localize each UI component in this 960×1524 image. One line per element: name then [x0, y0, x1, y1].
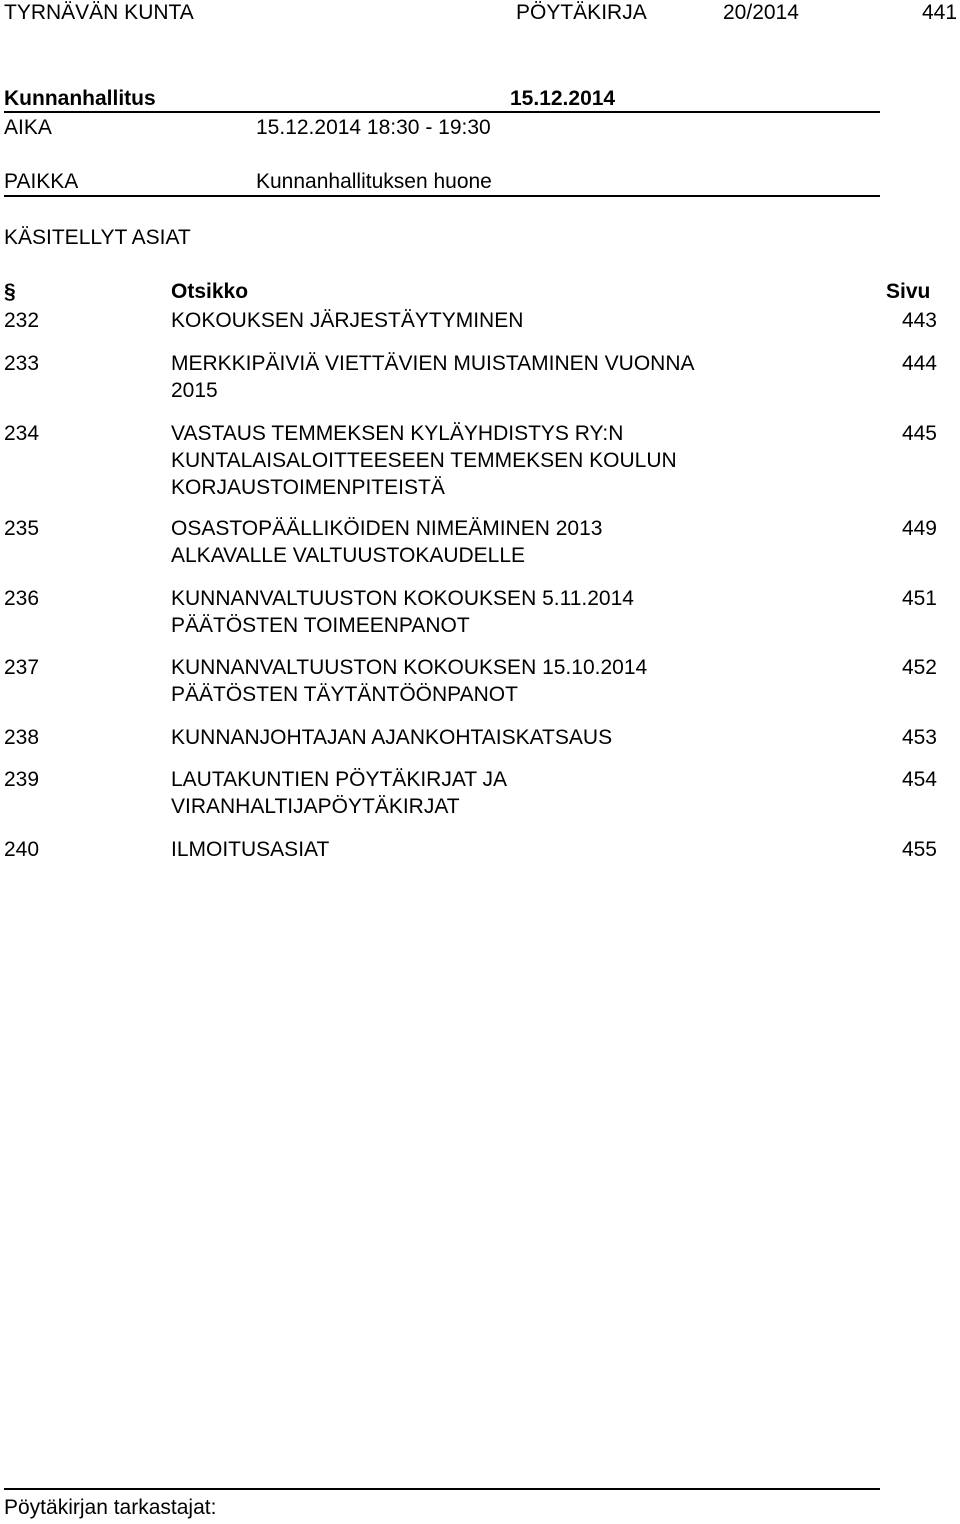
column-header-page: Sivu	[886, 280, 931, 303]
item-number: 238	[4, 726, 40, 749]
meeting-date: 15.12.2014	[510, 87, 616, 110]
item-title: OSASTOPÄÄLLIKÖIDEN NIMEÄMINEN 2013 ALKAVALLE VALTUUSTOKAUDELLE	[171, 517, 603, 567]
item-title: KUNNANJOHTAJAN AJANKOHTAISKATSAUS	[171, 726, 613, 749]
item-page: 449	[901, 517, 937, 540]
item-page: 453	[901, 726, 937, 749]
item-title: LAUTAKUNTIEN PÖYTÄKIRJAT JA VIRANHALTIJAPÖYTÄKIRJAT	[171, 768, 508, 818]
divider	[4, 1488, 880, 1490]
section-title: KÄSITELLYT ASIAT	[4, 226, 191, 249]
item-page: 445	[901, 422, 937, 445]
place-value: Kunnanhallituksen huone	[256, 170, 492, 193]
item-title: ILMOITUSASIAT	[171, 838, 330, 861]
column-header-title: Otsikko	[171, 280, 249, 303]
item-number: 239	[4, 768, 40, 791]
item-number: 236	[4, 587, 40, 610]
divider	[4, 195, 880, 197]
item-number: 237	[4, 656, 40, 679]
item-page: 454	[901, 768, 937, 791]
item-page: 455	[901, 838, 937, 861]
page-number: 441	[922, 1, 958, 24]
item-number: 234	[4, 422, 40, 445]
item-title: VASTAUS TEMMEKSEN KYLÄYHDISTYS RY:N KUNTALAISALOITTEESEEN TEMMEKSEN KOULUN KORJAUSTOIMENPITEISTÄ	[171, 422, 677, 499]
time-value: 15.12.2014 18:30 - 19:30	[256, 116, 491, 139]
item-title: KUNNANVALTUUSTON KOKOUKSEN 5.11.2014 PÄÄTÖSTEN TOIMEENPANOT	[171, 587, 634, 637]
item-page: 444	[901, 352, 937, 375]
item-number: 232	[4, 309, 40, 332]
section-symbol-icon: §	[4, 280, 16, 303]
municipality-name: TYRNÄVÄN KUNTA	[4, 1, 194, 24]
item-number: 235	[4, 517, 40, 540]
divider	[4, 111, 880, 113]
reviewers-label: Pöytäkirjan tarkastajat:	[4, 1496, 217, 1519]
item-page: 443	[901, 309, 937, 332]
item-page: 451	[901, 587, 937, 610]
item-number: 240	[4, 838, 40, 861]
organ-name: Kunnanhallitus	[4, 87, 156, 110]
document-type: PÖYTÄKIRJA	[516, 1, 647, 24]
time-label: AIKA	[4, 116, 52, 139]
place-label: PAIKKA	[4, 170, 79, 193]
item-page: 452	[901, 656, 937, 679]
item-number: 233	[4, 352, 40, 375]
item-title: KOKOUKSEN JÄRJESTÄYTYMINEN	[171, 309, 524, 332]
document-number: 20/2014	[723, 1, 799, 24]
item-title: KUNNANVALTUUSTON KOKOUKSEN 15.10.2014 PÄÄTÖSTEN TÄYTÄNTÖÖNPANOT	[171, 656, 648, 706]
item-title: MERKKIPÄIVIÄ VIETTÄVIEN MUISTAMINEN VUONNA 2015	[171, 352, 695, 402]
